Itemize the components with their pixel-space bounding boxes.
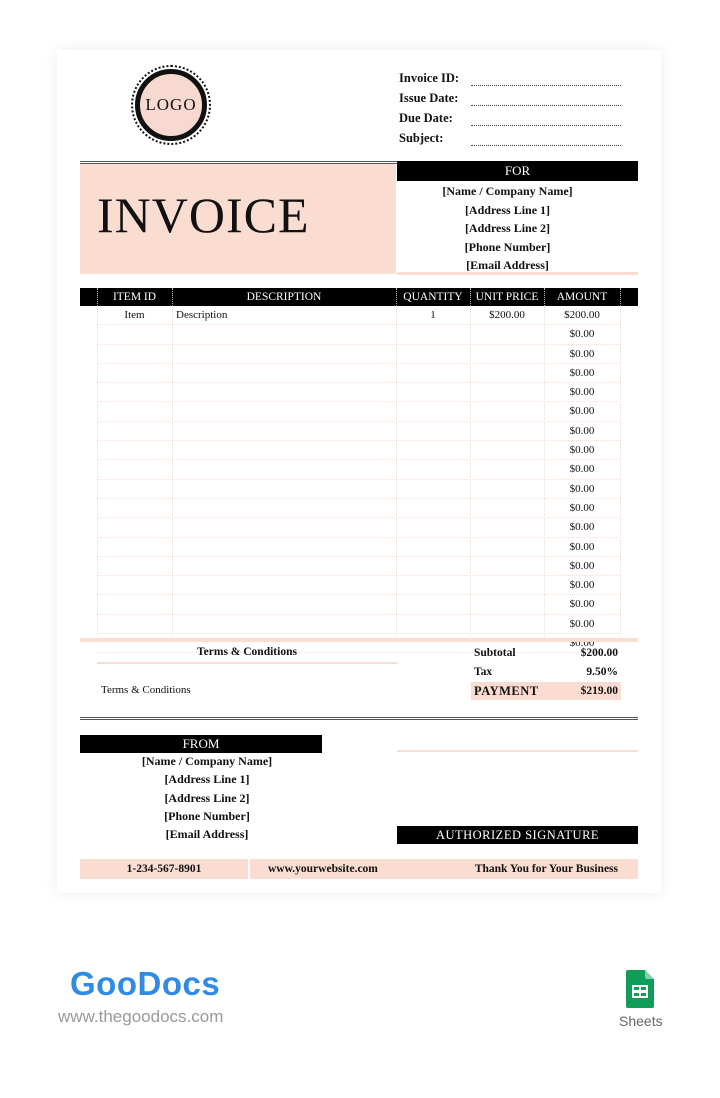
line-items: [97, 306, 621, 653]
cell-amount: $0.00: [569, 366, 595, 379]
from-heading: FROM: [80, 735, 322, 753]
invoice-page: [57, 50, 661, 893]
col-amount: AMOUNT: [556, 291, 608, 303]
from-address-1[interactable]: [Address Line 1]: [164, 772, 250, 787]
table-row: [97, 595, 621, 614]
col-unit-price: UNIT PRICE: [475, 291, 539, 303]
bill-to-address-1[interactable]: [Address Line 1]: [464, 202, 551, 217]
tax-row: [471, 663, 621, 681]
meta-issue-date: [399, 88, 621, 108]
bill-to-name[interactable]: [Name / Company Name]: [442, 184, 573, 198]
cell-amount: $0.00: [569, 559, 595, 572]
cell-description[interactable]: Description: [176, 309, 228, 321]
from-email[interactable]: [Email Address]: [165, 827, 249, 842]
table-row: [97, 538, 621, 557]
table-row: [97, 480, 621, 499]
sheets-icon[interactable]: [626, 970, 654, 1008]
issue-date-label: Issue Date:: [399, 90, 459, 105]
footer-sep: [248, 859, 250, 879]
table-row: [97, 325, 621, 344]
invoice-meta: [399, 68, 621, 148]
table-header: [80, 288, 638, 306]
goodocs-url[interactable]: www.thegoodocs.com: [58, 1007, 224, 1026]
cell-amount: $0.00: [569, 501, 595, 514]
for-heading: FOR: [397, 161, 638, 181]
invoice-title: INVOICE: [97, 187, 310, 243]
issue-date-field[interactable]: [471, 95, 621, 106]
table-row: [97, 441, 621, 460]
cell-amount: $0.00: [569, 424, 595, 437]
middle-divider: [80, 717, 638, 720]
table-bottom-rule: [80, 638, 638, 642]
invoice-id-label: Invoice ID:: [399, 70, 460, 85]
footer-thanks: Thank You for Your Business: [474, 863, 618, 875]
table-row: [97, 364, 621, 383]
bill-to-block: [397, 182, 618, 275]
from-name[interactable]: [Name / Company Name]: [141, 754, 273, 768]
cell-amount: $0.00: [569, 579, 595, 592]
from-address-2[interactable]: [Address Line 2]: [164, 790, 250, 805]
terms-heading: Terms & Conditions: [197, 646, 297, 658]
payment-row: [471, 682, 621, 700]
col-description: DESCRIPTION: [246, 291, 322, 303]
logo: [135, 69, 207, 141]
cell-amount: $0.00: [569, 637, 595, 650]
cell-amount: $0.00: [569, 347, 595, 360]
bill-to-email[interactable]: [Email Address]: [466, 258, 549, 272]
cell-amount: $0.00: [569, 521, 595, 534]
table-row: [97, 499, 621, 518]
invoice-id-field[interactable]: [471, 75, 621, 86]
table-row: [97, 557, 621, 576]
cell-amount: $0.00: [569, 540, 595, 553]
cell-amount: $0.00: [569, 386, 595, 399]
for-underline: [397, 272, 638, 275]
authorized-signature[interactable]: AUTHORIZED SIGNATURE: [397, 826, 638, 844]
signature-area-rule: [397, 750, 638, 752]
payment-label: PAYMENT: [474, 684, 539, 698]
from-phone[interactable]: [Phone Number]: [164, 808, 250, 823]
logo-label: LOGO: [145, 95, 197, 114]
cell-amount: $0.00: [569, 598, 595, 611]
subject-label: Subject:: [399, 130, 444, 145]
meta-subject: [399, 128, 621, 148]
table-row: [97, 383, 621, 402]
cell-item-id[interactable]: Item: [124, 309, 145, 321]
table-row: [97, 576, 621, 595]
cell-amount: $200.00: [564, 309, 600, 321]
table-row: [97, 518, 621, 537]
table-row: [97, 422, 621, 441]
tax-value[interactable]: 9.50%: [586, 666, 618, 678]
cell-quantity[interactable]: 1: [430, 309, 436, 321]
subtotal-label: Subtotal: [474, 647, 516, 659]
cell-amount: $0.00: [569, 617, 595, 630]
table-row: [97, 306, 621, 325]
cell-amount: $0.00: [569, 405, 595, 418]
footer-phone[interactable]: 1-234-567-8901: [126, 863, 202, 875]
cell-amount: $0.00: [569, 444, 595, 457]
col-quantity: QUANTITY: [403, 291, 463, 303]
cell-amount: $0.00: [569, 482, 595, 495]
table-row: [97, 460, 621, 479]
goodocs-logo[interactable]: GooDocs: [70, 965, 221, 1002]
bill-to-phone[interactable]: [Phone Number]: [464, 239, 551, 254]
footer-website[interactable]: www.yourwebsite.com: [268, 863, 378, 875]
table-row: [97, 402, 621, 421]
sheets-label: Sheets: [619, 1013, 663, 1029]
bill-to-address-2[interactable]: [Address Line 2]: [464, 221, 551, 235]
table-row: [97, 345, 621, 364]
header-sep: [620, 288, 621, 306]
subject-field[interactable]: [471, 135, 621, 146]
due-date-label: Due Date:: [399, 110, 453, 125]
cell-amount: $0.00: [569, 328, 595, 341]
table-row: [97, 615, 621, 634]
payment-value: $219.00: [580, 685, 618, 697]
col-item-id: ITEM ID: [112, 291, 157, 303]
subtotal-value: $200.00: [580, 647, 618, 659]
from-block: [112, 752, 302, 843]
tax-label: Tax: [474, 666, 493, 678]
meta-due-date: [399, 108, 621, 128]
due-date-field[interactable]: [471, 115, 621, 126]
cell-amount: $0.00: [569, 463, 595, 476]
meta-invoice-id: [399, 68, 621, 88]
subtotal-row: [471, 644, 621, 662]
terms-underline: [97, 662, 397, 664]
cell-unit-price[interactable]: $200.00: [489, 309, 525, 321]
terms-text[interactable]: Terms & Conditions: [101, 684, 191, 696]
footer-bar: [80, 859, 638, 879]
